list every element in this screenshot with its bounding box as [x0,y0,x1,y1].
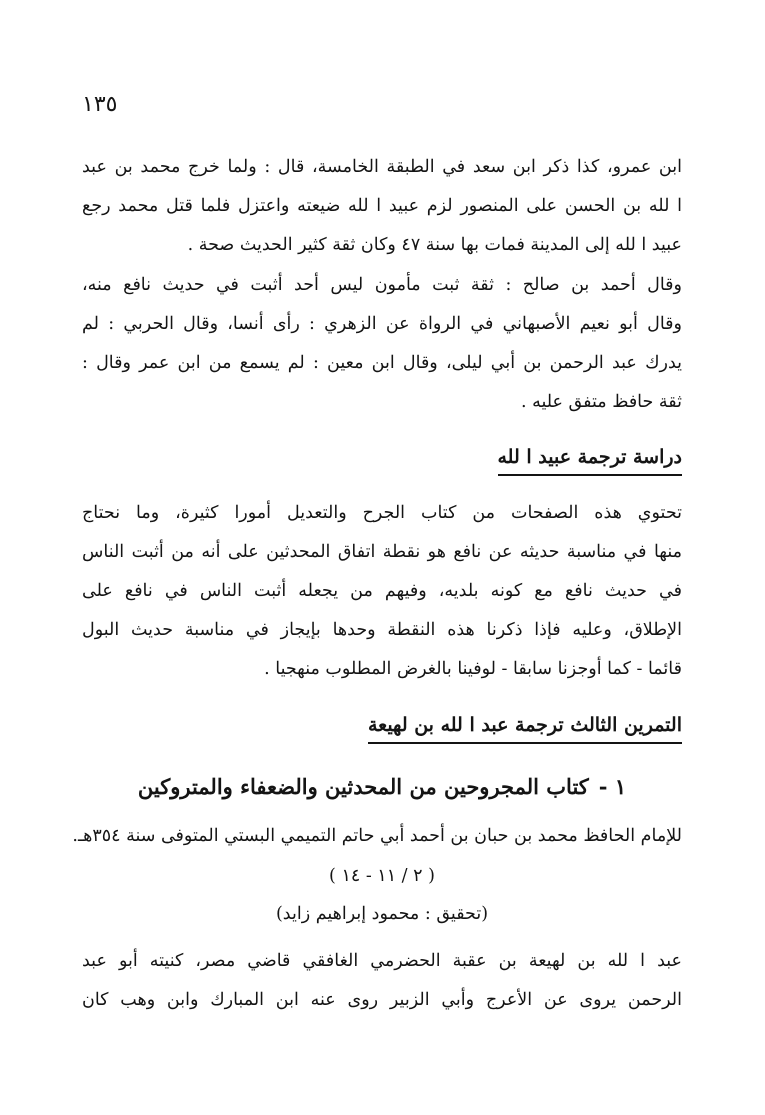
text-line: منها في مناسبة حديثه عن نافع هو نقطة اتفاق المحدثين على أنه من أثبت الناس [82,542,682,562]
book-page [72,92,682,1102]
author-line: للإمام الحافظ محمد بن حبان بن أحمد أبي حاتم التميمي البستي المتوفى سنة ٣٥٤هـ. [72,826,682,846]
text-line: ا لله بن الحسن على المنصور لزم عبيد ا لله ضيعته واعتزل فلما قتل محمد رجع [82,196,682,216]
text-line: في حديث نافع مع كونه بلديه، وفيهم من يجعله أثبت الناس في نافع على [82,581,682,601]
paragraph-ibn-lahiah [82,942,682,1020]
book-title-text: كتاب المجروحين من المحدثين والضعفاء والمتروكين [137,774,589,799]
text-line: ثقة حافظ متفق عليه . [520,392,682,412]
editor-line: (تحقيق : محمود إبراهيم زايد) [275,904,489,924]
book-number: ١ - [598,774,627,799]
paragraph-ahmad-bin-salih [82,266,682,422]
text-line: تحتوي هذه الصفحات من كتاب الجرح والتعديل أمورا كثيرة، وما نحتاج [82,503,682,523]
text-line: ابن عمرو، كذا ذكر ابن سعد في الطبقة الخامسة، قال : ولما خرج محمد بن عبد [82,157,682,177]
section-heading-third-exercise: التمرين الثالث ترجمة عبد ا لله بن لهيعة [368,714,682,744]
text-line: وقال أحمد بن صالح : ثقة ثبت مأمون ليس أحد أثبت في حديث نافع منه، [82,275,682,295]
text-line: قائما - كما أوجزنا سابقا - لوفينا بالغرض المطلوب منهجيا . [264,659,682,679]
text-line: يدرك عبد الرحمن بن أبي ليلى، وقال ابن معين : لم يسمع من ابن عمر وقال : [82,353,682,373]
book-title [82,774,682,799]
text-line: عبيد ا لله إلى المدينة فمات بها سنة ٤٧ وكان ثقة كثير الحديث صحة . [187,235,682,255]
text-line: عبد ا لله بن لهيعة بن عقبة الحضرمي الغافقي قاضي مصر، كنيته أبو عبد [82,951,682,971]
paragraph-ibn-saad [82,148,682,265]
text-line: الرحمن يروى عن الأعرج وأبي الزبير روى عنه ابن المبارك وابن وهب كان [82,990,682,1010]
text-line: وقال أبو نعيم الأصبهاني في الرواة عن الزهري : رأى أنسا، وقال الحربي : لم [82,314,682,334]
volume-reference: ( ٢ / ١١ - ١٤ ) [329,866,435,886]
text-line: الإطلاق، وعليه فإذا ذكرنا هذه النقطة وحدها بإيجاز في مناسبة حديث البول [82,620,682,640]
section-heading-ubaidullah-study: دراسة ترجمة عبيد ا لله [498,446,683,476]
page-number: ١٣٥ [82,92,118,117]
paragraph-study [82,494,682,689]
